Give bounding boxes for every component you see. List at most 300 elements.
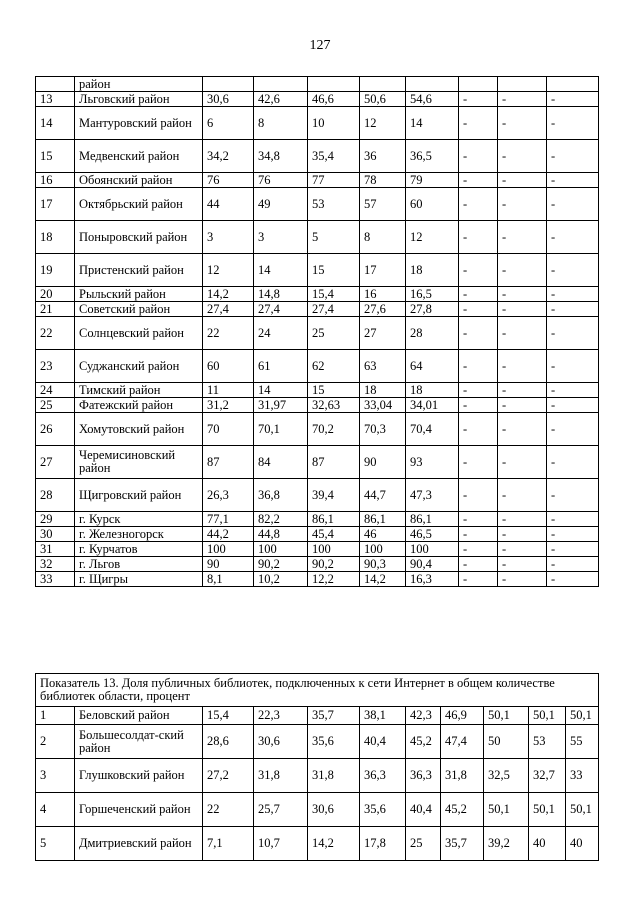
value-cell: 50 <box>484 725 529 759</box>
value-cell: 25 <box>406 827 441 861</box>
value-cell: - <box>547 254 599 287</box>
value-cell: - <box>498 398 547 413</box>
value-cell: 6 <box>203 107 254 140</box>
value-cell: - <box>498 92 547 107</box>
value-cell: 10,7 <box>254 827 308 861</box>
value-cell: 27,2 <box>203 759 254 793</box>
value-cell: 86,1 <box>360 512 406 527</box>
value-cell: 77 <box>308 173 360 188</box>
value-cell: - <box>498 302 547 317</box>
value-cell: 32,7 <box>529 759 566 793</box>
district-name: Медвенский район <box>75 140 203 173</box>
value-cell: 62 <box>308 350 360 383</box>
value-cell: 31,97 <box>254 398 308 413</box>
value-cell: 70,4 <box>406 413 459 446</box>
table-row <box>36 446 599 479</box>
value-cell: 7,1 <box>203 827 254 861</box>
value-cell: 100 <box>308 542 360 557</box>
value-cell: - <box>459 287 498 302</box>
value-cell: - <box>547 92 599 107</box>
district-name: Мантуровский район <box>75 107 203 140</box>
value-cell: 14 <box>406 107 459 140</box>
row-number: 24 <box>36 383 75 398</box>
value-cell: 90 <box>360 446 406 479</box>
value-cell: - <box>547 512 599 527</box>
value-cell: - <box>498 479 547 512</box>
table-row <box>36 707 599 725</box>
value-cell: - <box>459 317 498 350</box>
value-cell: - <box>459 512 498 527</box>
value-cell: - <box>547 287 599 302</box>
value-cell: 90,3 <box>360 557 406 572</box>
value-cell: 30,6 <box>203 92 254 107</box>
value-cell: 90,4 <box>406 557 459 572</box>
value-cell: 8 <box>360 221 406 254</box>
value-cell: 25 <box>308 317 360 350</box>
table-row <box>36 173 599 188</box>
value-cell: 46,6 <box>308 92 360 107</box>
value-cell: 10,2 <box>254 572 308 587</box>
table-row <box>36 413 599 446</box>
value-cell: - <box>459 350 498 383</box>
value-cell: 39,4 <box>308 479 360 512</box>
row-number: 18 <box>36 221 75 254</box>
value-cell: 70,3 <box>360 413 406 446</box>
row-number: 26 <box>36 413 75 446</box>
value-cell: - <box>459 383 498 398</box>
value-cell: - <box>547 479 599 512</box>
value-cell: 60 <box>406 188 459 221</box>
value-cell: - <box>547 572 599 587</box>
row-number: 30 <box>36 527 75 542</box>
district-name: Льговский район <box>75 92 203 107</box>
district-name: район <box>75 77 203 92</box>
value-cell: 61 <box>254 350 308 383</box>
district-name: Поныровский район <box>75 221 203 254</box>
value-cell: 12 <box>406 221 459 254</box>
value-cell: 70,2 <box>308 413 360 446</box>
district-name: Фатежский район <box>75 398 203 413</box>
value-cell: 90,2 <box>254 557 308 572</box>
value-cell: 78 <box>360 173 406 188</box>
row-number: 32 <box>36 557 75 572</box>
value-cell: 63 <box>360 350 406 383</box>
value-cell: - <box>547 446 599 479</box>
value-cell: - <box>547 527 599 542</box>
value-cell: 32,5 <box>484 759 529 793</box>
value-cell: - <box>459 107 498 140</box>
value-cell: - <box>498 512 547 527</box>
value-cell: 86,1 <box>308 512 360 527</box>
row-number: 27 <box>36 446 75 479</box>
value-cell: 27 <box>360 317 406 350</box>
value-cell: 84 <box>254 446 308 479</box>
value-cell: 33 <box>566 759 599 793</box>
district-name: Октябрьский район <box>75 188 203 221</box>
value-cell: 53 <box>529 725 566 759</box>
value-cell: 82,2 <box>254 512 308 527</box>
value-cell: 36,8 <box>254 479 308 512</box>
value-cell: 100 <box>254 542 308 557</box>
value-cell: 50,1 <box>484 707 529 725</box>
value-cell: 55 <box>566 725 599 759</box>
row-number: 21 <box>36 302 75 317</box>
value-cell: - <box>459 188 498 221</box>
value-cell: - <box>498 542 547 557</box>
table-row <box>36 188 599 221</box>
value-cell: 53 <box>308 188 360 221</box>
value-cell: 25,7 <box>254 793 308 827</box>
value-cell: 46,5 <box>406 527 459 542</box>
value-cell: - <box>459 254 498 287</box>
value-cell: 42,6 <box>254 92 308 107</box>
table-row <box>36 479 599 512</box>
value-cell: 31,8 <box>441 759 484 793</box>
value-cell: 15,4 <box>203 707 254 725</box>
value-cell: 30,6 <box>308 793 360 827</box>
district-name: Рыльский район <box>75 287 203 302</box>
value-cell: - <box>459 398 498 413</box>
table-row <box>36 572 599 587</box>
value-cell: - <box>459 479 498 512</box>
value-cell: 70,1 <box>254 413 308 446</box>
value-cell: 15 <box>308 254 360 287</box>
value-cell: 87 <box>308 446 360 479</box>
district-name: Глушковский район <box>75 759 203 793</box>
value-cell: 18 <box>406 383 459 398</box>
value-cell: 15 <box>308 383 360 398</box>
row-number: 16 <box>36 173 75 188</box>
value-cell: 44,7 <box>360 479 406 512</box>
table-row <box>36 759 599 793</box>
value-cell: 77,1 <box>203 512 254 527</box>
value-cell: 27,6 <box>360 302 406 317</box>
district-name: г. Льгов <box>75 557 203 572</box>
value-cell: 46,9 <box>441 707 484 725</box>
page-number: 127 <box>309 38 331 53</box>
value-cell: - <box>498 173 547 188</box>
value-cell: 5 <box>308 221 360 254</box>
district-name: Большесолдат-ский район <box>75 725 203 759</box>
table-row <box>36 542 599 557</box>
value-cell: - <box>459 542 498 557</box>
value-cell: 36 <box>360 140 406 173</box>
value-cell: 45,2 <box>406 725 441 759</box>
table-row <box>36 512 599 527</box>
value-cell: 34,2 <box>203 140 254 173</box>
value-cell: 86,1 <box>406 512 459 527</box>
value-cell: 40 <box>566 827 599 861</box>
value-cell: 16,5 <box>406 287 459 302</box>
row-number: 1 <box>36 707 75 725</box>
row-number: 3 <box>36 759 75 793</box>
value-cell: - <box>498 287 547 302</box>
value-cell: 17 <box>360 254 406 287</box>
value-cell: 14,8 <box>254 287 308 302</box>
value-cell: - <box>498 350 547 383</box>
table-row <box>36 317 599 350</box>
value-cell: 18 <box>406 254 459 287</box>
value-cell: 50,1 <box>566 707 599 725</box>
value-cell: 36,3 <box>360 759 406 793</box>
value-cell: - <box>547 398 599 413</box>
value-cell: - <box>498 254 547 287</box>
value-cell: 27,4 <box>203 302 254 317</box>
value-cell: 35,7 <box>441 827 484 861</box>
value-cell: 22 <box>203 793 254 827</box>
value-cell: 54,6 <box>406 92 459 107</box>
value-cell: 38,1 <box>360 707 406 725</box>
value-cell: 18 <box>360 383 406 398</box>
value-cell <box>547 77 599 92</box>
district-name: Пристенский район <box>75 254 203 287</box>
value-cell: 8 <box>254 107 308 140</box>
value-cell: - <box>498 527 547 542</box>
row-number <box>36 77 75 92</box>
row-number: 31 <box>36 542 75 557</box>
value-cell: 28,6 <box>203 725 254 759</box>
value-cell: 27,4 <box>308 302 360 317</box>
value-cell: 31,2 <box>203 398 254 413</box>
table-row <box>36 557 599 572</box>
district-name: Черемисиновский район <box>75 446 203 479</box>
value-cell: 47,4 <box>441 725 484 759</box>
value-cell: 3 <box>254 221 308 254</box>
value-cell: - <box>547 107 599 140</box>
value-cell: - <box>498 557 547 572</box>
value-cell <box>498 77 547 92</box>
value-cell: - <box>547 557 599 572</box>
table-row <box>36 793 599 827</box>
value-cell: 100 <box>360 542 406 557</box>
value-cell: - <box>498 383 547 398</box>
value-cell: 35,7 <box>308 707 360 725</box>
table-row <box>36 398 599 413</box>
value-cell: 40 <box>529 827 566 861</box>
value-cell: - <box>547 140 599 173</box>
row-number: 13 <box>36 92 75 107</box>
value-cell: - <box>459 302 498 317</box>
value-cell: 90,2 <box>308 557 360 572</box>
value-cell: 57 <box>360 188 406 221</box>
value-cell <box>360 77 406 92</box>
value-cell: 45,4 <box>308 527 360 542</box>
value-cell: 44 <box>203 188 254 221</box>
value-cell <box>406 77 459 92</box>
value-cell: 50,1 <box>566 793 599 827</box>
table-row <box>36 77 599 92</box>
value-cell: 50,1 <box>484 793 529 827</box>
value-cell: 12 <box>360 107 406 140</box>
table-row <box>36 287 599 302</box>
value-cell: 47,3 <box>406 479 459 512</box>
indicator-header: Показатель 13. Доля публичных библиотек, подключенных к сети Интернет в общем количестве библиотек области, процент <box>36 674 599 707</box>
value-cell: 90 <box>203 557 254 572</box>
value-cell: 30,6 <box>254 725 308 759</box>
district-name: Щигровский район <box>75 479 203 512</box>
value-cell: 14,2 <box>360 572 406 587</box>
value-cell: 50,1 <box>529 707 566 725</box>
value-cell: - <box>459 557 498 572</box>
value-cell: 46 <box>360 527 406 542</box>
row-number: 23 <box>36 350 75 383</box>
value-cell: - <box>498 413 547 446</box>
value-cell <box>459 77 498 92</box>
value-cell: 32,63 <box>308 398 360 413</box>
value-cell: 27,8 <box>406 302 459 317</box>
value-cell: 3 <box>203 221 254 254</box>
value-cell: 22 <box>203 317 254 350</box>
value-cell <box>308 77 360 92</box>
district-name: Тимский район <box>75 383 203 398</box>
value-cell: 76 <box>254 173 308 188</box>
value-cell: 24 <box>254 317 308 350</box>
value-cell: 44,2 <box>203 527 254 542</box>
district-name: Хомутовский район <box>75 413 203 446</box>
value-cell: 64 <box>406 350 459 383</box>
value-cell: 31,8 <box>254 759 308 793</box>
value-cell: - <box>547 413 599 446</box>
value-cell: 60 <box>203 350 254 383</box>
value-cell: - <box>547 221 599 254</box>
value-cell: - <box>459 446 498 479</box>
table-row <box>36 827 599 861</box>
value-cell: 36,5 <box>406 140 459 173</box>
value-cell: - <box>498 107 547 140</box>
table-row <box>36 383 599 398</box>
row-number: 17 <box>36 188 75 221</box>
value-cell: 14 <box>254 254 308 287</box>
value-cell: - <box>498 317 547 350</box>
value-cell: 17,8 <box>360 827 406 861</box>
value-cell: - <box>547 302 599 317</box>
value-cell: - <box>459 413 498 446</box>
value-cell: 8,1 <box>203 572 254 587</box>
row-number: 28 <box>36 479 75 512</box>
value-cell: 87 <box>203 446 254 479</box>
value-cell: - <box>547 173 599 188</box>
district-name: Беловский район <box>75 707 203 725</box>
row-number: 5 <box>36 827 75 861</box>
row-number: 20 <box>36 287 75 302</box>
district-name: Дмитриевский район <box>75 827 203 861</box>
value-cell: - <box>459 572 498 587</box>
value-cell: 34,01 <box>406 398 459 413</box>
value-cell: 76 <box>203 173 254 188</box>
table-row <box>36 92 599 107</box>
value-cell: 14,2 <box>203 287 254 302</box>
value-cell: 15,4 <box>308 287 360 302</box>
row-number: 4 <box>36 793 75 827</box>
value-cell: 26,3 <box>203 479 254 512</box>
district-name: Советский район <box>75 302 203 317</box>
district-name: Горшеченский район <box>75 793 203 827</box>
table-row <box>36 140 599 173</box>
value-cell: - <box>498 221 547 254</box>
value-cell: 10 <box>308 107 360 140</box>
district-name: Суджанский район <box>75 350 203 383</box>
value-cell: 42,3 <box>406 707 441 725</box>
value-cell: 35,6 <box>360 793 406 827</box>
row-number: 29 <box>36 512 75 527</box>
row-number: 15 <box>36 140 75 173</box>
district-name: г. Железногорск <box>75 527 203 542</box>
district-name: Обоянский район <box>75 173 203 188</box>
value-cell: - <box>547 317 599 350</box>
value-cell: - <box>498 188 547 221</box>
value-cell: 70 <box>203 413 254 446</box>
value-cell: - <box>459 92 498 107</box>
value-cell: 34,8 <box>254 140 308 173</box>
value-cell: - <box>459 173 498 188</box>
table-row <box>36 254 599 287</box>
value-cell: 31,8 <box>308 759 360 793</box>
value-cell: 39,2 <box>484 827 529 861</box>
value-cell: 16,3 <box>406 572 459 587</box>
table-row <box>36 527 599 542</box>
data-table-bottom <box>35 673 599 861</box>
value-cell: 36,3 <box>406 759 441 793</box>
data-table-top <box>35 76 599 587</box>
value-cell: 22,3 <box>254 707 308 725</box>
value-cell: 49 <box>254 188 308 221</box>
row-number: 19 <box>36 254 75 287</box>
district-name: Солнцевский район <box>75 317 203 350</box>
value-cell: 16 <box>360 287 406 302</box>
district-name: г. Курчатов <box>75 542 203 557</box>
value-cell <box>254 77 308 92</box>
value-cell: 12,2 <box>308 572 360 587</box>
value-cell: 33,04 <box>360 398 406 413</box>
table-row <box>36 302 599 317</box>
value-cell: 93 <box>406 446 459 479</box>
row-number: 25 <box>36 398 75 413</box>
value-cell: 44,8 <box>254 527 308 542</box>
table-row <box>36 221 599 254</box>
row-number: 33 <box>36 572 75 587</box>
value-cell: 28 <box>406 317 459 350</box>
value-cell <box>203 77 254 92</box>
value-cell: 50,1 <box>529 793 566 827</box>
value-cell: 14 <box>254 383 308 398</box>
value-cell: 11 <box>203 383 254 398</box>
value-cell: - <box>459 527 498 542</box>
value-cell: 35,4 <box>308 140 360 173</box>
table-row <box>36 107 599 140</box>
value-cell: 35,6 <box>308 725 360 759</box>
value-cell: 40,4 <box>360 725 406 759</box>
value-cell: 79 <box>406 173 459 188</box>
row-number: 14 <box>36 107 75 140</box>
indicator-header-row <box>36 674 599 707</box>
district-name: г. Щигры <box>75 572 203 587</box>
value-cell: 40,4 <box>406 793 441 827</box>
value-cell: - <box>547 350 599 383</box>
value-cell: 50,6 <box>360 92 406 107</box>
table-row <box>36 725 599 759</box>
value-cell: 14,2 <box>308 827 360 861</box>
value-cell: 12 <box>203 254 254 287</box>
value-cell: 100 <box>406 542 459 557</box>
value-cell: 27,4 <box>254 302 308 317</box>
value-cell: - <box>459 221 498 254</box>
row-number: 22 <box>36 317 75 350</box>
table-row <box>36 350 599 383</box>
value-cell: - <box>547 383 599 398</box>
district-name: г. Курск <box>75 512 203 527</box>
value-cell: 100 <box>203 542 254 557</box>
value-cell: - <box>498 140 547 173</box>
